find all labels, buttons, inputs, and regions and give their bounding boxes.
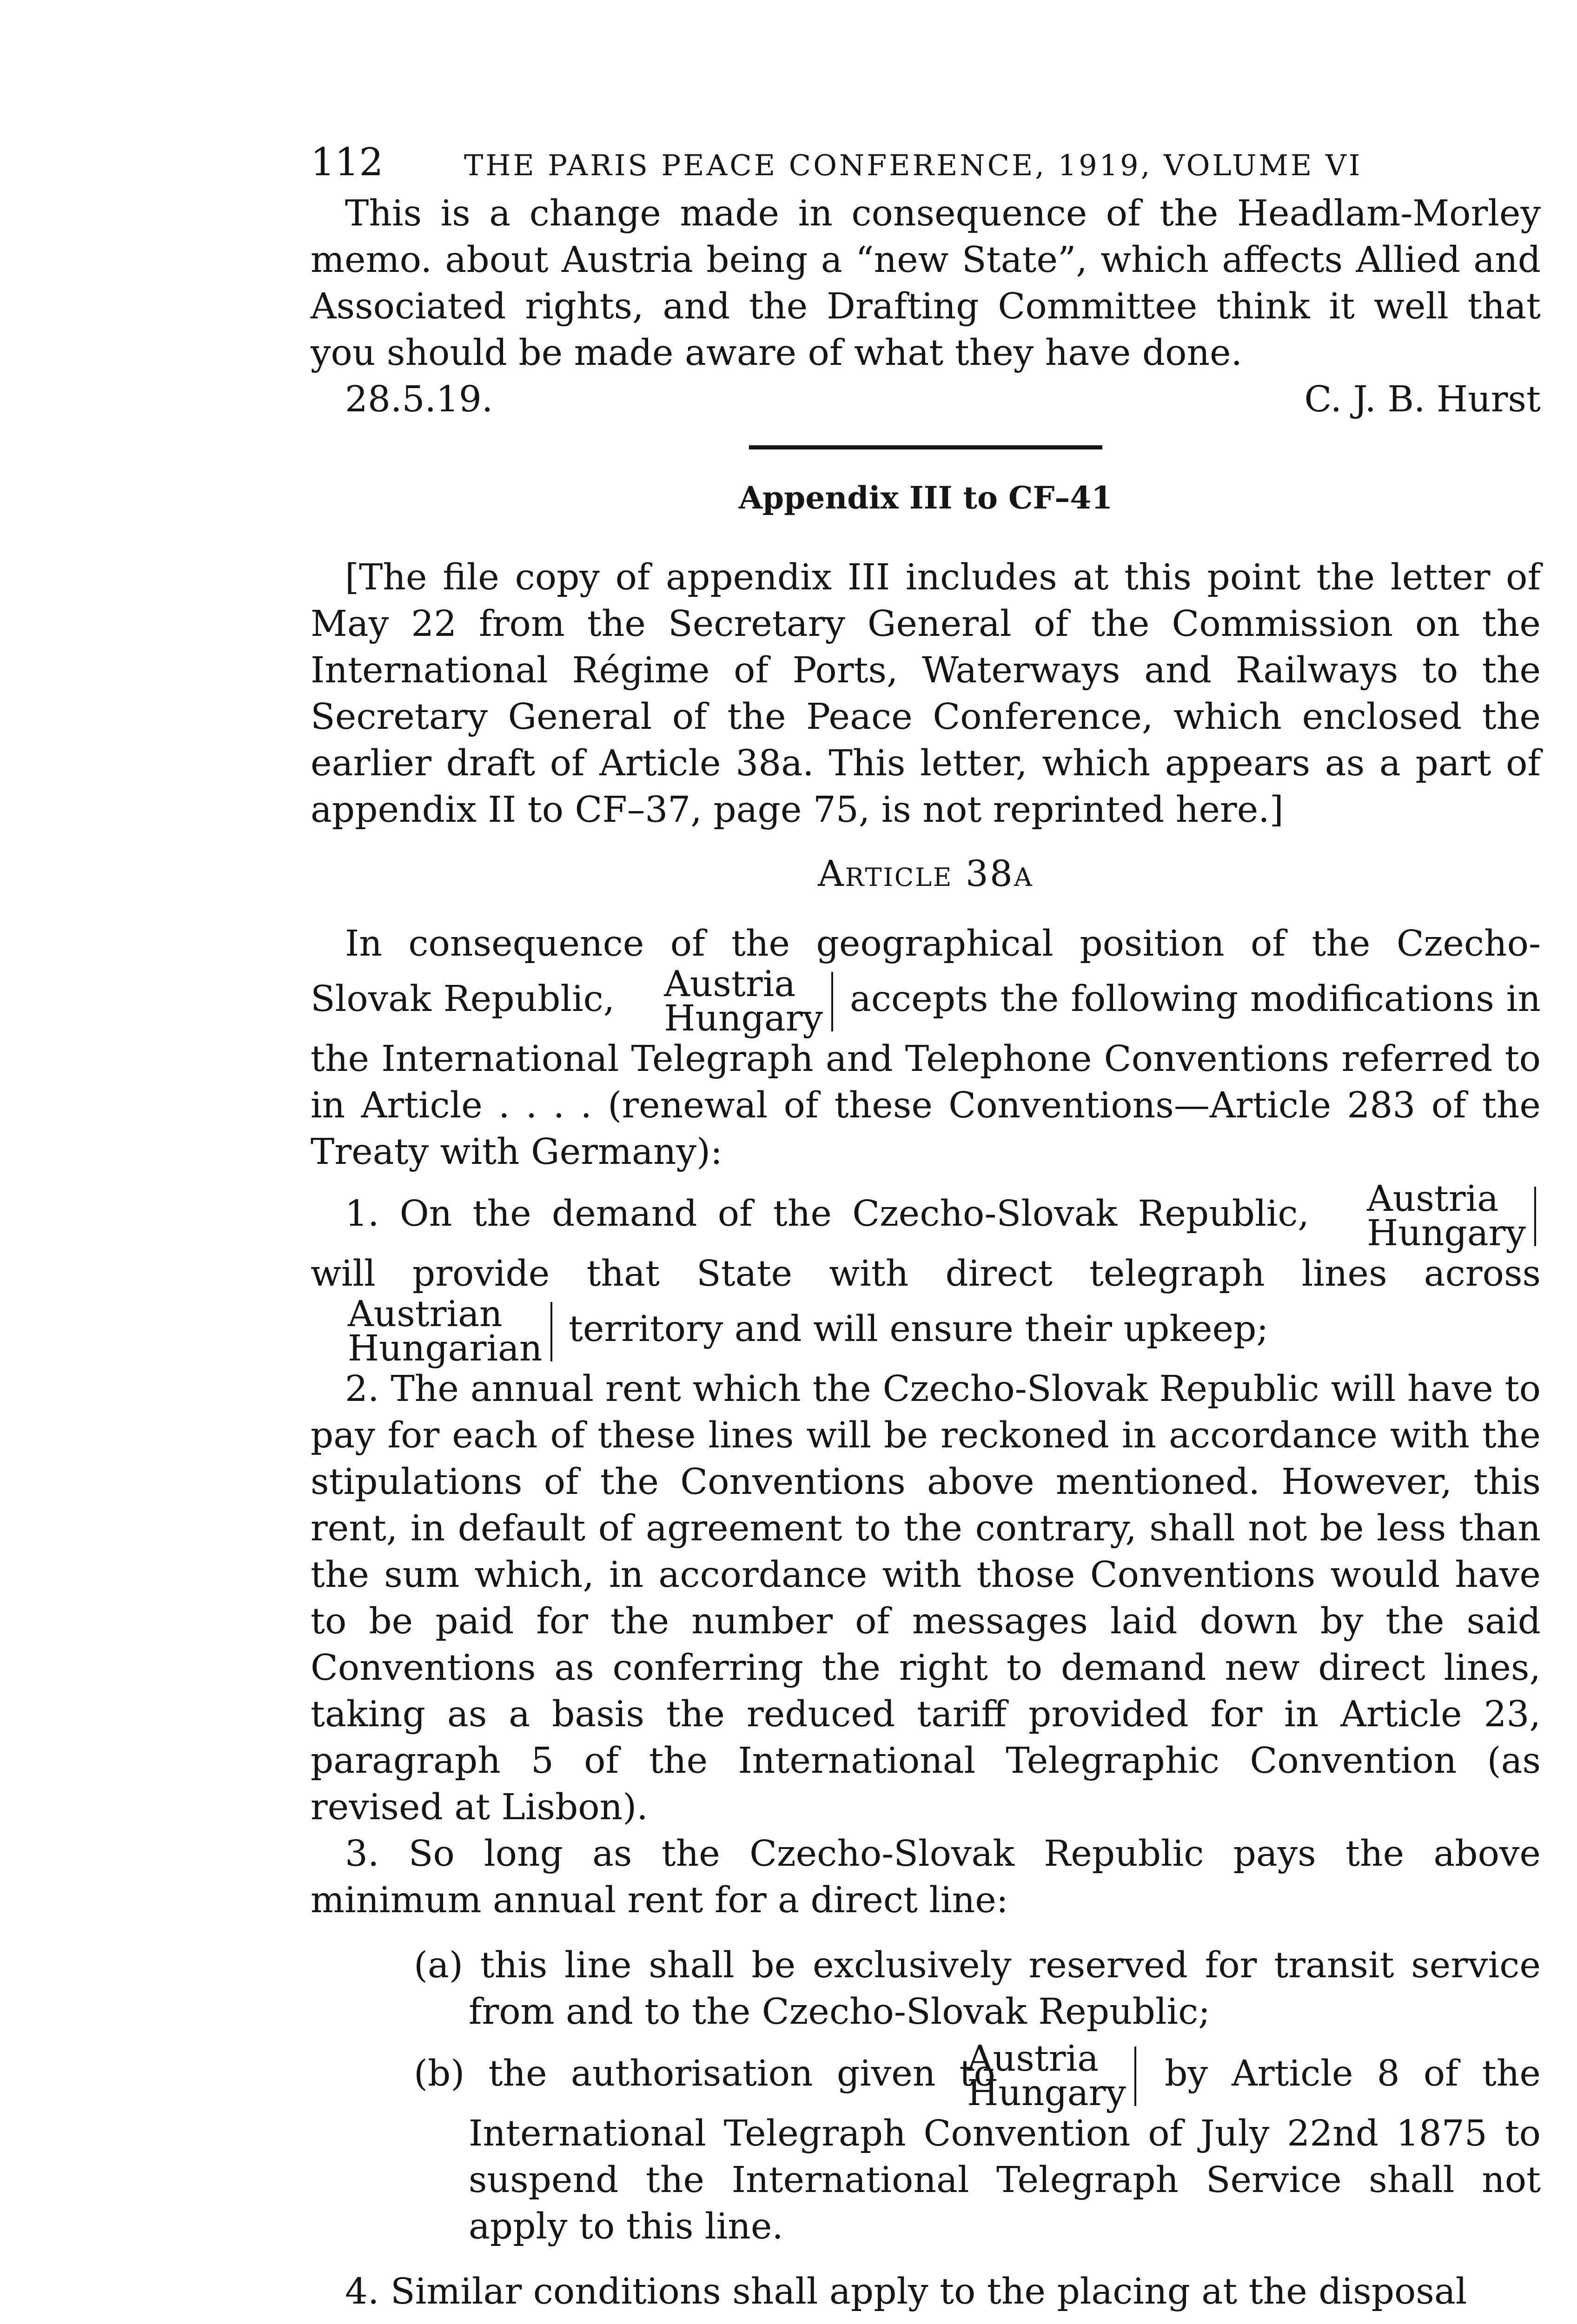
clause-3b-end: by Article 8 of the	[1165, 2053, 1541, 2094]
article-intro-start: In consequence of the geographical position of the Czecho-Slovak Republic,	[311, 923, 1541, 1020]
alt-austrian: Austrian	[348, 1294, 503, 1335]
signature-line	[311, 376, 1541, 423]
editorial-note: [The file copy of appendix III includes at this point the letter of May 22 from the Secretary General of the Commission on the International Régime of Ports, Waterways and Railways to the Secretary General of the Peace Conference, which enclosed the earlier draft of Article 38a. This letter, which appears as a part of appendix II to CF–37, page 75, is not reprinted here.]	[311, 557, 1541, 831]
alternative-bracket	[313, 1294, 554, 1369]
clause-2: 2. The annual rent which the Czecho-Slovak Republic will have to pay for each of these lines will be reckoned in accordance with the stipulations of the Conventions above mentioned. However, this rent, in default of agreement to the contrary, shall not be less than the sum which, in accordance with those Conventions would have to be paid for the number of messages laid down by the said Conventions as conferring the right to demand new direct lines, taking as a basis the reduced tariff provided for in Article 23, paragraph 5 of the International Telegraphic Convention (as revised at Lisbon).	[311, 1368, 1541, 1828]
clause-1-start: 1. On the demand of the Czecho-Slovak Republic,	[345, 1193, 1309, 1235]
alternative-bracket	[1332, 1178, 1538, 1254]
clause-3b	[414, 2038, 1541, 2250]
appendix-heading: Appendix III to CF–41	[738, 480, 1113, 516]
article-intro-end: accepts the following modifications in the International Telegraph and Telephone Conventions referred to in Article . . . . (renewal of these Conventions—Article 283 of the Treaty with Germany):	[311, 978, 1541, 1173]
clause-3b-continuation: International Telegraph Convention of July 22nd 1875 to suspend the International Telegraph Service shall not apply to this line.	[469, 2113, 1541, 2247]
alternative-bracket	[629, 964, 835, 1039]
alt-hungary: Hungary	[967, 2073, 1126, 2114]
alternative-bracket	[967, 2038, 1138, 2114]
clause-4: 4. Similar conditions shall apply to the placing at the disposal	[345, 2271, 1467, 2312]
clause-3b-start: (b) the authorisation given to	[414, 2053, 995, 2094]
article-heading: Article 38a	[818, 853, 1034, 895]
clause-1	[311, 1178, 1541, 1369]
alt-austria: Austria	[1367, 1178, 1499, 1220]
alt-hungary: Hungary	[1367, 1213, 1526, 1254]
alt-austria: Austria	[967, 2038, 1099, 2080]
section-divider	[749, 445, 1102, 449]
article-intro	[311, 921, 1541, 1175]
page-header	[311, 139, 1541, 191]
intro-paragraph: This is a change made in consequence of the Headlam-Morley memo. about Austria being a “new State”, which affects Allied and Associated rights, and the Drafting Committee think it well that you should be made aware of what they have done.	[311, 193, 1541, 374]
running-head: THE PARIS PEACE CONFERENCE, 1919, VOLUME VI	[464, 148, 1363, 182]
document-page	[311, 139, 1541, 2315]
memo-date: 28.5.19.	[345, 379, 493, 420]
clause-3: 3. So long as the Czecho-Slovak Republic pays the above minimum annual rent for a direct line:	[311, 1833, 1541, 1921]
page-number: 112	[311, 140, 384, 185]
alt-hungary: Hungary	[664, 998, 823, 1039]
signature: C. J. B. Hurst	[1304, 379, 1541, 420]
alt-austria: Austria	[664, 964, 796, 1005]
clause-1-middle: will provide that State with direct telegraph lines across	[311, 1253, 1541, 1294]
clause-1-end: territory and will ensure their upkeep;	[568, 1308, 1269, 1350]
clause-3a: (a) this line shall be exclusively reserved for transit service from and to the Czecho-Slovak Republic;	[414, 1945, 1541, 2033]
alt-hungarian: Hungarian	[348, 1328, 543, 1369]
